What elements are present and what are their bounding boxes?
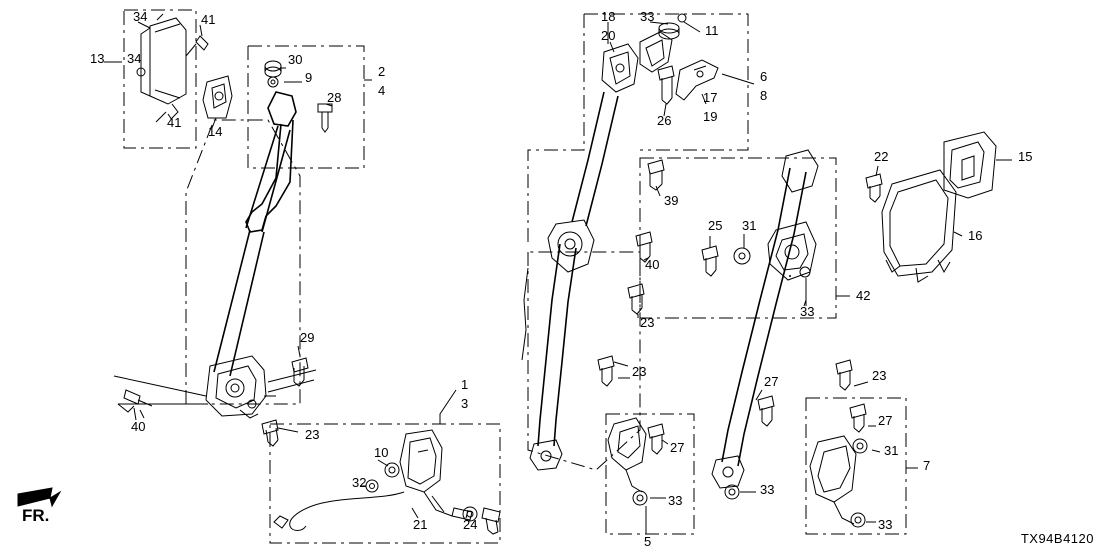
callout-1: 1 <box>461 377 469 392</box>
direction-arrow <box>18 488 60 506</box>
callout-39: 39 <box>664 193 679 208</box>
callout-23d: 23 <box>872 368 887 383</box>
callout-7: 7 <box>923 458 931 473</box>
callout-33d: 33 <box>760 482 775 497</box>
callout-8: 8 <box>760 88 768 103</box>
callout-31b: 31 <box>884 443 899 458</box>
callout-20: 20 <box>601 28 616 43</box>
callout-29: 29 <box>300 330 315 345</box>
callout-4: 4 <box>378 83 386 98</box>
callout-34b: 34 <box>127 51 142 66</box>
callout-10: 10 <box>374 445 389 460</box>
callout-14: 14 <box>208 124 223 139</box>
callout-21: 21 <box>413 517 428 532</box>
callout-13: 13 <box>90 51 105 66</box>
callout-24: 24 <box>463 517 478 532</box>
callout-16: 16 <box>968 228 983 243</box>
callout-42: 42 <box>856 288 871 303</box>
callout-3: 3 <box>461 396 469 411</box>
callout-30: 30 <box>288 52 303 67</box>
callout-41b: 41 <box>167 115 182 130</box>
callout-15: 15 <box>1018 149 1033 164</box>
callout-27b: 27 <box>670 440 685 455</box>
callout-34a: 34 <box>133 9 148 24</box>
callout-33b: 33 <box>800 304 815 319</box>
callout-11: 11 <box>705 23 719 38</box>
callout-27a: 27 <box>764 374 779 389</box>
callout-19: 19 <box>703 109 718 124</box>
callout-23c: 23 <box>632 364 647 379</box>
callout-28: 28 <box>327 90 342 105</box>
callout-41a: 41 <box>201 12 216 27</box>
part-code-label: TX94B4120 <box>1020 531 1094 546</box>
callout-23b: 23 <box>640 315 655 330</box>
callout-9: 9 <box>305 70 313 85</box>
callout-33e: 33 <box>878 517 893 532</box>
callout-32: 32 <box>352 475 367 490</box>
callout-6: 6 <box>760 69 768 84</box>
callout-17: 17 <box>703 90 718 105</box>
callout-18: 18 <box>601 9 616 24</box>
callout-5: 5 <box>644 534 652 549</box>
callout-33a: 33 <box>640 9 655 24</box>
callout-23a: 23 <box>305 427 320 442</box>
callout-31a: 31 <box>742 218 757 233</box>
callout-40a: 40 <box>131 419 146 434</box>
callout-2: 2 <box>378 64 386 79</box>
callout-22: 22 <box>874 149 889 164</box>
direction-label: FR. <box>22 506 50 525</box>
callout-33c: 33 <box>668 493 683 508</box>
callout-27c: 27 <box>878 413 893 428</box>
callout-25: 25 <box>708 218 723 233</box>
callout-26: 26 <box>657 113 672 128</box>
callout-40b: 40 <box>645 257 660 272</box>
